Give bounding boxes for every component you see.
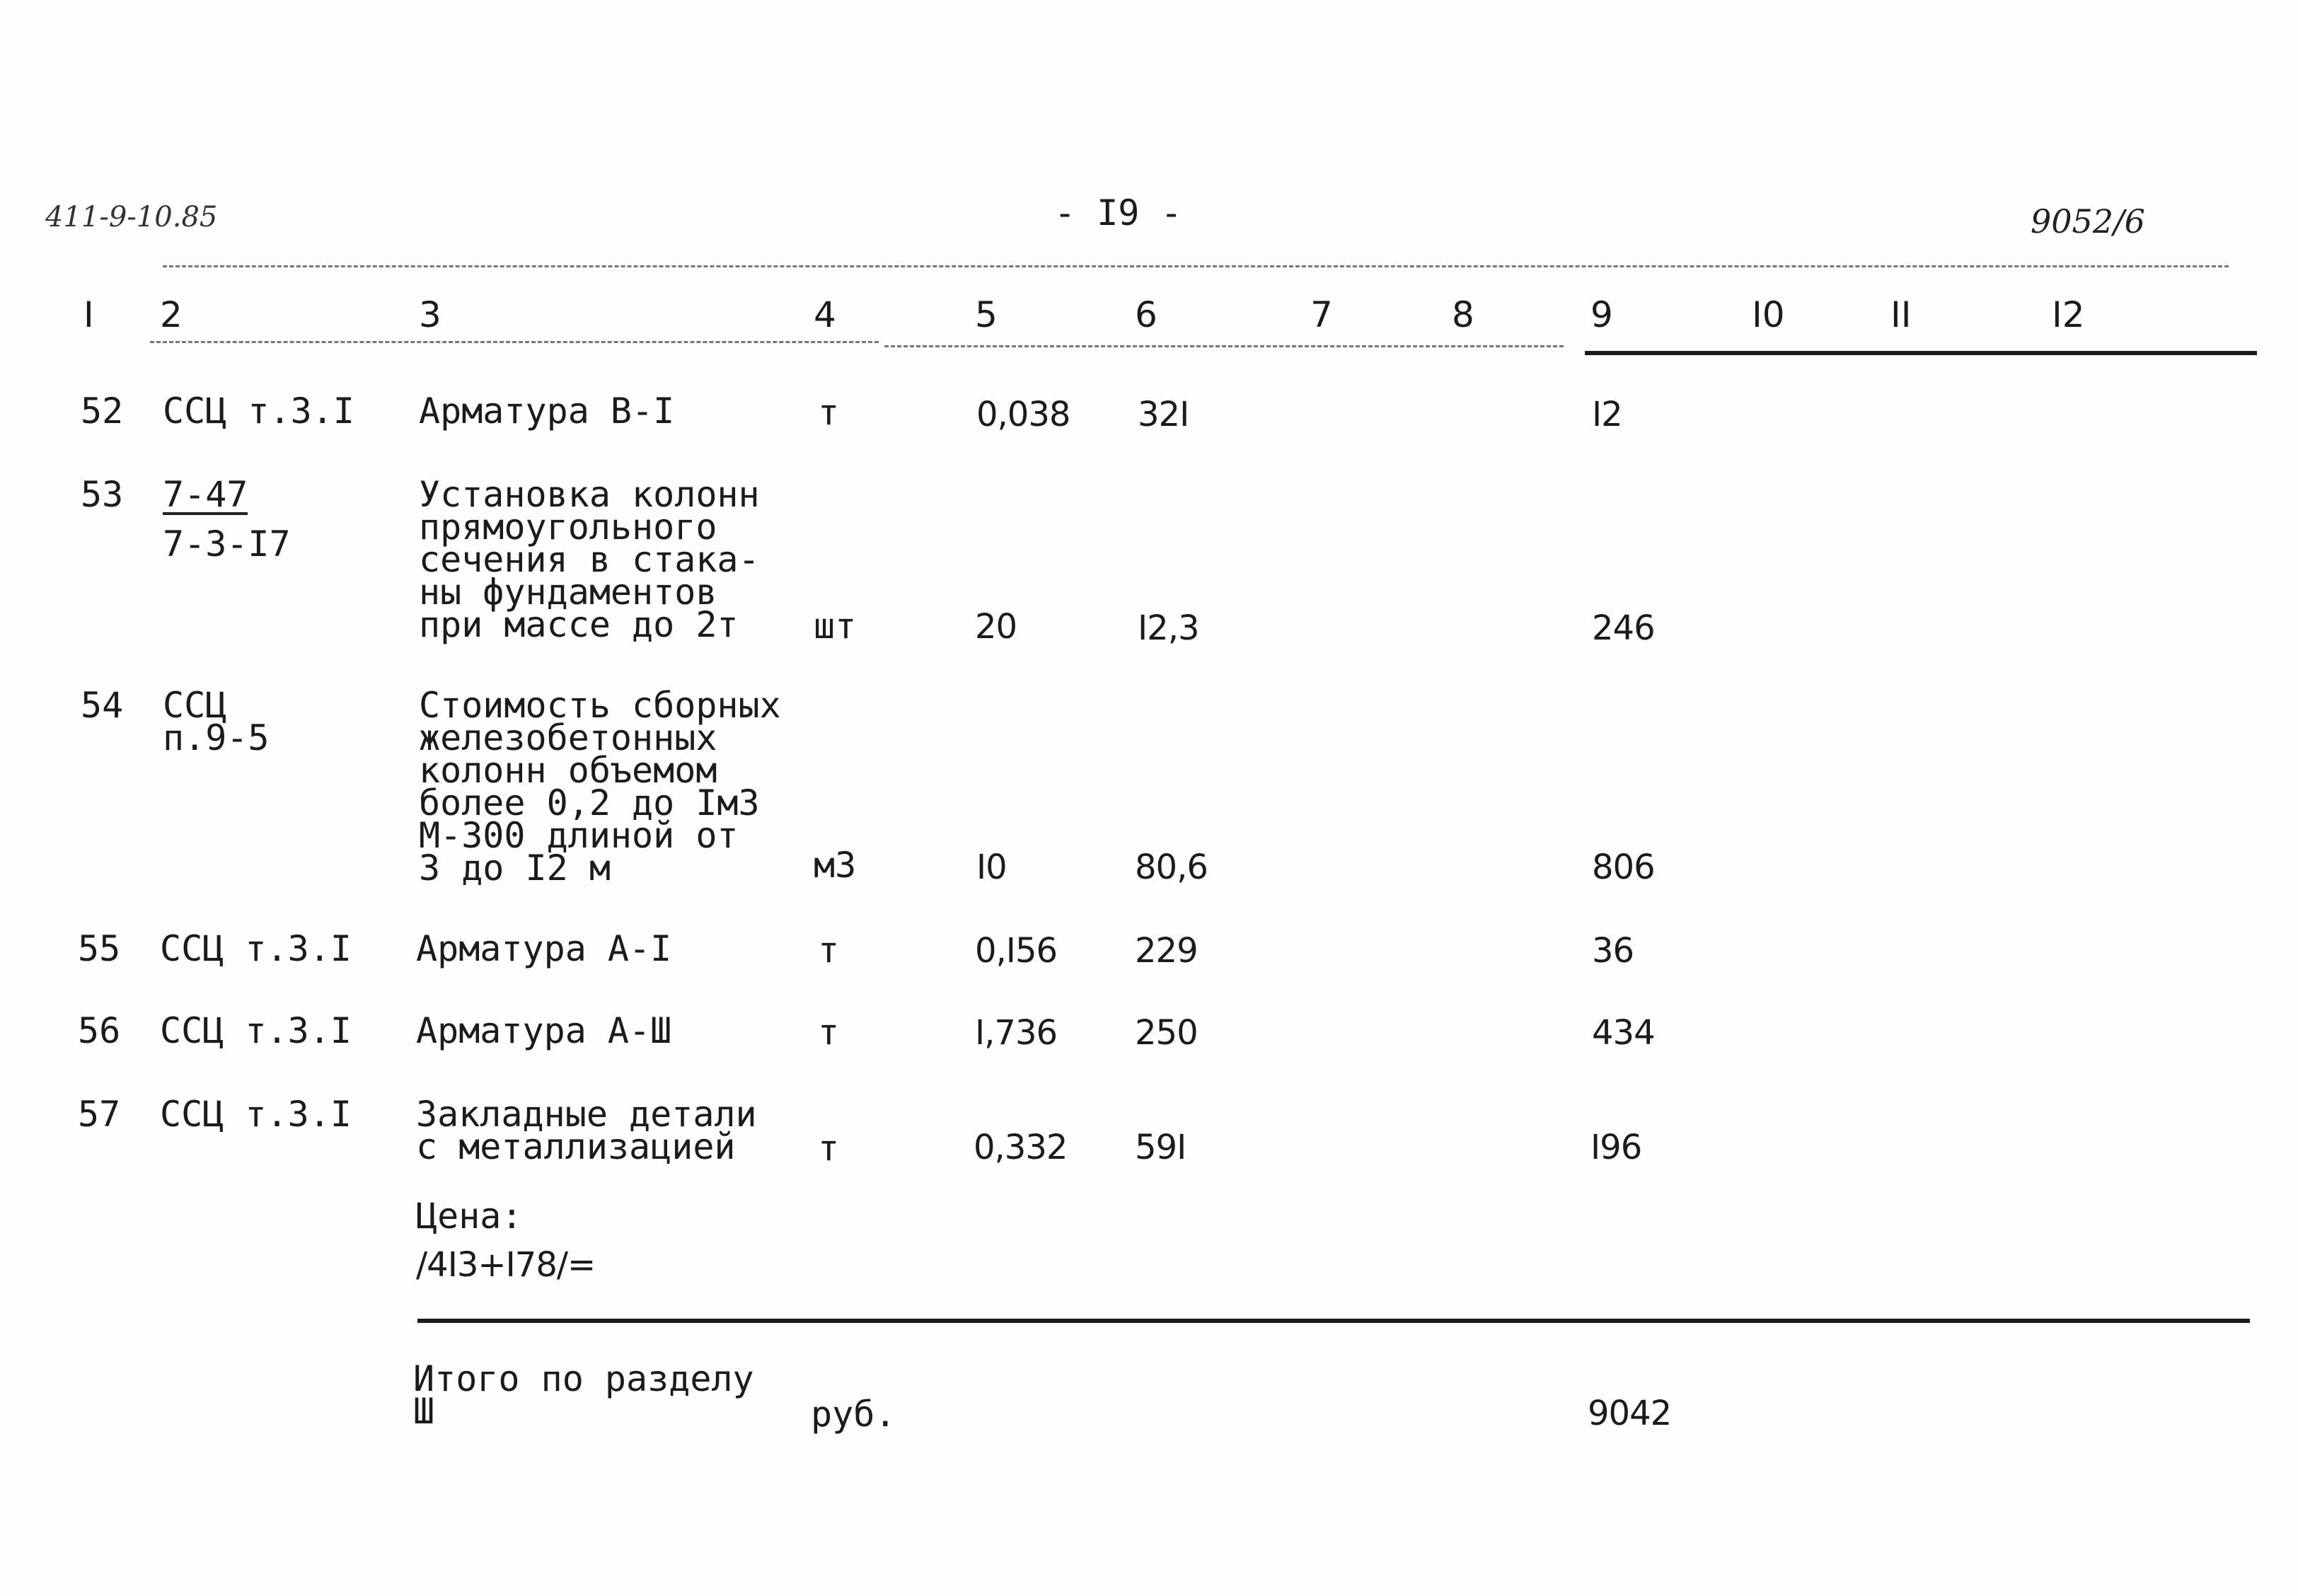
section-total-label: Итого по разделу Ш [413, 1358, 754, 1432]
row-code: ССЦ т.3.I [160, 928, 352, 969]
row-quantity: 0,I56 [975, 931, 1058, 971]
page-number: - I9 - [1054, 192, 1182, 233]
row-name: Арматура А-I [416, 928, 672, 969]
row-quantity: 0,038 [976, 395, 1070, 434]
row-total: 246 [1592, 608, 1655, 648]
column-header-4: 4 [814, 294, 836, 335]
column-header-7: 7 [1310, 294, 1333, 335]
header-bottom-rule-mid [884, 345, 1564, 347]
row-total: 434 [1592, 1013, 1655, 1053]
row-price: 80,6 [1135, 848, 1208, 887]
row-number: 52 [81, 391, 124, 432]
row-code: ССЦ т.3.I [160, 1010, 352, 1051]
row-name: Арматура А-Ш [416, 1010, 672, 1051]
row-unit: мЗ [814, 845, 857, 886]
row-unit: т [818, 930, 840, 971]
row-code: ССЦ т.3.I [163, 391, 354, 432]
row-code: 7-47 [163, 474, 248, 515]
row-total: 36 [1592, 931, 1634, 971]
row-number: 53 [81, 474, 124, 515]
column-header-8: 8 [1452, 294, 1474, 335]
row-name: Стоимость сборных железобетонных колонн объемом более 0,2 до IмЗ М-300 длиной от 3 до I2 м [419, 685, 781, 889]
row-unit: т [818, 1012, 840, 1053]
row-name: Арматура В-I [419, 391, 675, 432]
row-number: 54 [81, 685, 124, 726]
row-unit: шт [814, 606, 857, 647]
section-total-value: 9042 [1588, 1394, 1672, 1433]
header-bottom-rule-right [1585, 351, 2257, 355]
row-quantity: 0,332 [974, 1128, 1068, 1167]
row-code: ССЦ т.3.I [160, 1094, 352, 1135]
row-price: 32I [1138, 395, 1189, 434]
row-price: I2,3 [1138, 608, 1199, 648]
document-code: 411-9-10.85 [45, 201, 218, 233]
section-total-unit: руб. [811, 1394, 896, 1435]
row-code-secondary: п.9-5 [163, 717, 270, 758]
row-unit: т [818, 392, 840, 433]
column-header-11: II [1890, 294, 1912, 335]
column-header-12: I2 [2052, 294, 2085, 335]
column-header-5: 5 [975, 294, 998, 335]
row-price: 229 [1135, 931, 1198, 971]
row-code-secondary: 7-3-I7 [163, 524, 291, 565]
column-header-10: I0 [1752, 294, 1785, 335]
price-label: Цена: [416, 1196, 523, 1237]
row-number: 56 [78, 1010, 121, 1051]
row-name: Закладные детали с металлизацией [416, 1094, 757, 1167]
sheet-mark: 9052/6 [2031, 202, 2145, 241]
row-total: I96 [1590, 1128, 1642, 1167]
column-header-2: 2 [160, 294, 183, 335]
row-quantity: 20 [975, 607, 1017, 647]
row-total: 806 [1592, 848, 1655, 887]
price-formula: /4I3+I78/= [416, 1245, 596, 1285]
row-price: 59I [1135, 1128, 1186, 1167]
row-total: I2 [1592, 395, 1622, 434]
row-name: Установка колонн прямоугольного сечения в стака- ны фундаментов при массе до 2т [419, 474, 760, 645]
header-top-rule [163, 265, 2229, 267]
row-code: ССЦ [163, 685, 227, 726]
row-quantity: I,736 [975, 1013, 1058, 1053]
section-total-rule [417, 1319, 2250, 1323]
header-bottom-rule-left [150, 341, 879, 343]
column-header-3: 3 [419, 294, 441, 335]
row-number: 55 [78, 928, 121, 969]
row-unit: т [818, 1128, 840, 1169]
row-quantity: I0 [976, 848, 1007, 887]
row-number: 57 [78, 1094, 121, 1135]
column-header-6: 6 [1135, 294, 1157, 335]
row-price: 250 [1135, 1013, 1198, 1053]
column-header-1: I [83, 294, 94, 335]
column-header-9: 9 [1590, 294, 1613, 335]
